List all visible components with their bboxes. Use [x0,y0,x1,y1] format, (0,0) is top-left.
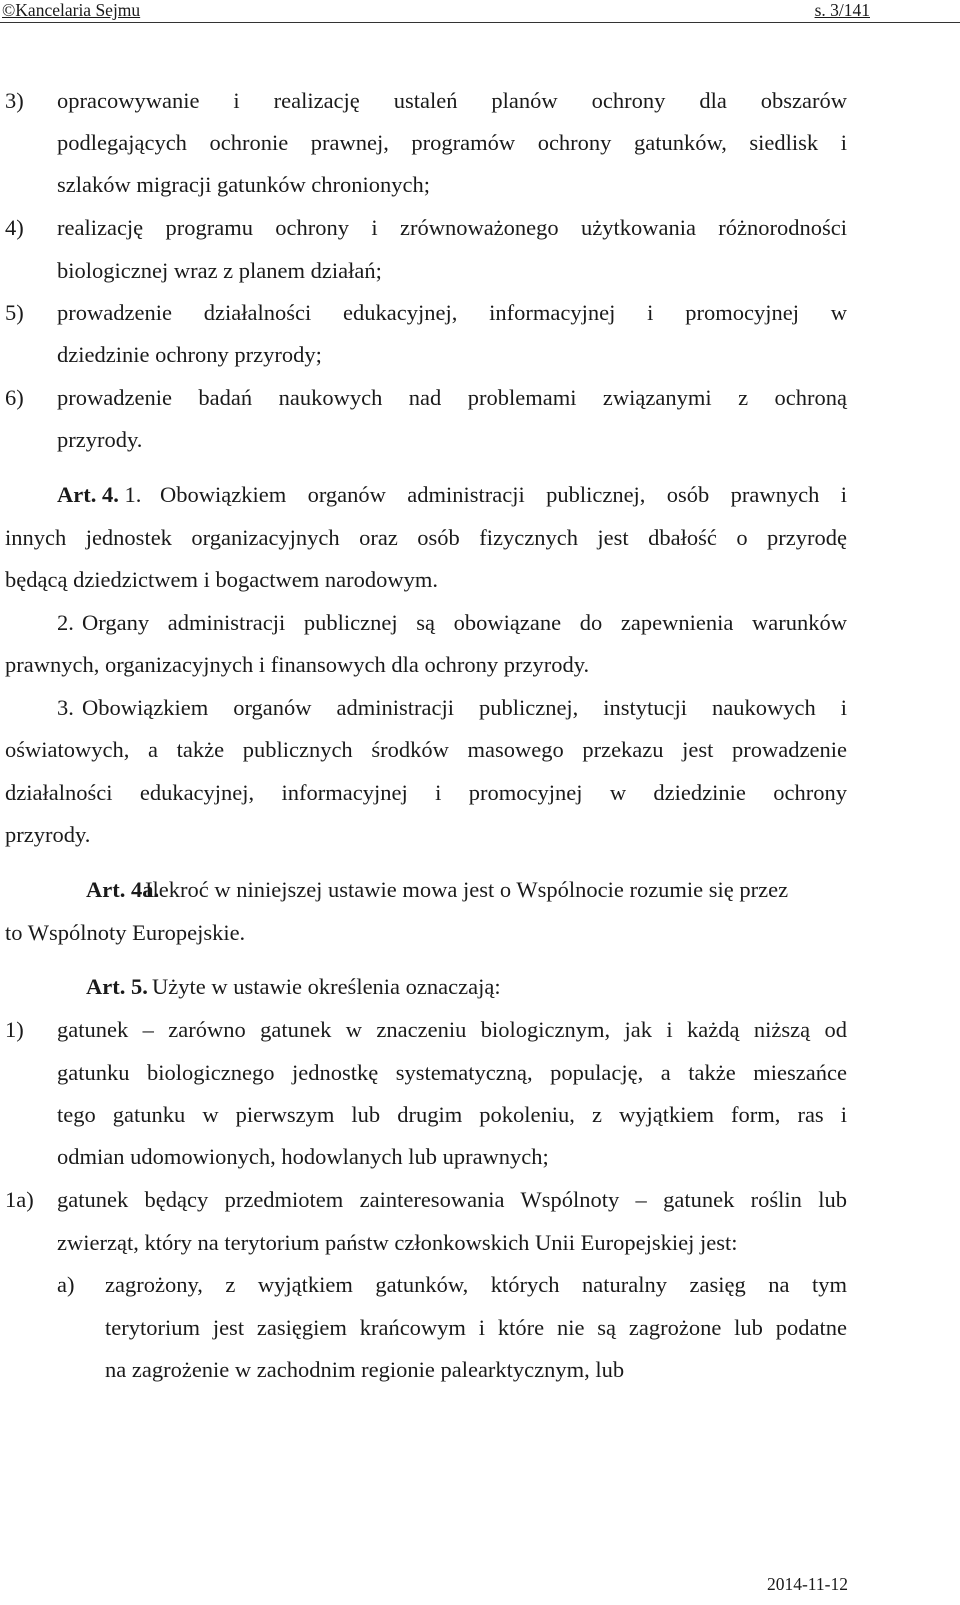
article-4-paragraph-2: 2. Organy administracji publicznej są obowiązane do zapewnienia warunków [0,608,960,638]
page-header [0,0,960,23]
definition-line: tego gatunku w pierwszym lub drugim pokoleniu, z wyjątkiem form, ras i [57,1102,847,1127]
paragraph-line: będącą dziedzictwem i bogactwem narodowym. [5,567,438,592]
article-label: Art. 5. [86,974,148,999]
article-4a: Art. 4a. Ilekroć w niniejszej ustawie mowa jest o Wspólnocie rozumie się przez [0,875,960,905]
paragraph-line: innych jednostek organizacyjnych oraz osób fizycznych jest dbałość o przyrodę [5,525,847,550]
definition-subitem: a) zagrożony, z wyjątkiem gatunków, których naturalny zasięg na tym [0,1270,960,1300]
article-label: Art. 4. [57,482,119,507]
definition-line: na zagrożenie w zachodnim regionie palearktycznym, lub [105,1357,625,1382]
paragraph-line: oświatowych, a także publicznych środków masowego przekazu jest prowadzenie [5,737,847,762]
page-number: s. 3/141 [814,0,870,20]
article-4-paragraph-1: Art. 4. 1. Obowiązkiem organów administracji publicznej, osób prawnych i [57,482,847,507]
paragraph-line: działalności edukacyjnej, informacyjnej i promocyjnej w dziedzinie ochrony [5,780,847,805]
list-item: 4) realizację programu ochrony i zrównoważonego użytkowania różnorodności [0,213,960,243]
list-number: 3) [5,88,24,113]
list-item: 6) prowadzenie badań naukowych nad problemami związanymi z ochroną [0,383,960,413]
article-4-paragraph-3: 3. Obowiązkiem organów administracji publicznej, instytucji naukowych i [0,693,960,723]
list-number: 6) [5,385,24,410]
definition-line: terytorium jest zasięgiem krańcowym i które nie są zagrożone lub podatne [105,1315,847,1340]
definition-line: zwierząt, który na terytorium państw członkowskich Unii Europejskiej jest: [57,1230,738,1255]
copyright-link[interactable]: ©Kancelaria Sejmu [2,0,141,20]
list-line: szlaków migracji gatunków chronionych; [57,172,431,197]
list-line: biologicznej wraz z planem działań; [57,258,382,283]
list-number: 5) [5,300,24,325]
list-line: przyrody. [57,427,143,452]
list-letter: a) [57,1272,75,1297]
article-label: Art. 4a. [86,877,160,902]
paragraph-number: 2. [57,610,74,635]
list-number: 4) [5,215,24,240]
list-item: 5) prowadzenie działalności edukacyjnej, informacyjnej i promocyjnej w [0,298,960,328]
paragraph-line: przyrody. [5,822,91,847]
paragraph-number: 1. [124,482,142,507]
list-number: 1) [5,1017,24,1042]
list-line: podlegających ochronie prawnej, programów ochrony gatunków, siedlisk i [57,130,847,155]
document-date: 2014-11-12 [766,1574,848,1594]
definition-line: odmian udomowionych, hodowlanych lub uprawnych; [57,1144,549,1169]
article-5: Art. 5. Użyte w ustawie określenia oznaczają: [0,972,960,1002]
definition-item: 1a) gatunek będący przedmiotem zainteresowania Wspólnoty – gatunek roślin lub [0,1185,960,1215]
list-number: 1a) [5,1187,34,1212]
list-line: dziedzinie ochrony przyrody; [57,342,322,367]
definition-line: gatunku biologicznego jednostkę systematyczną, populację, a także mieszańce [57,1060,847,1085]
paragraph-number: 3. [57,695,74,720]
list-item: 3) opracowywanie i realizację ustaleń planów ochrony dla obszarów [0,86,960,116]
paragraph-line: prawnych, organizacyjnych i finansowych dla ochrony przyrody. [5,652,590,677]
definition-item: 1) gatunek – zarówno gatunek w znaczeniu biologicznym, jak i każdą niższą od [0,1015,960,1045]
paragraph-line: to Wspólnoty Europejskie. [5,920,246,945]
